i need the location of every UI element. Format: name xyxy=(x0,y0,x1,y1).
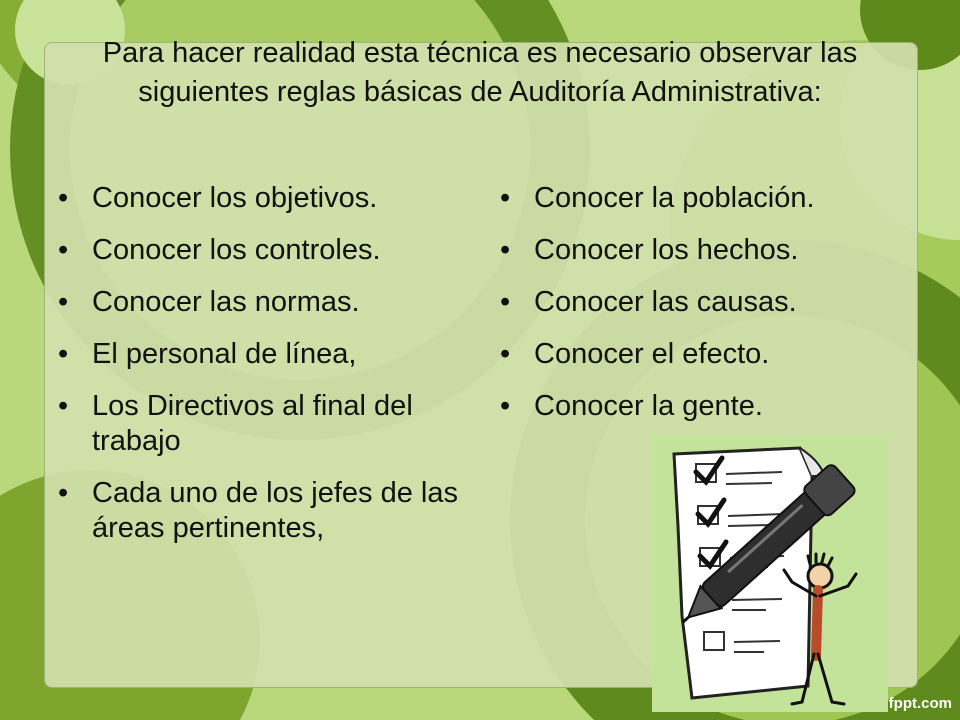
brand-watermark: fppt.com xyxy=(888,695,952,712)
bullet-icon: • xyxy=(58,390,69,422)
slide-title: Para hacer realidad esta técnica es necesario observar las siguientes reglas básicas de Auditoría Administrativa: xyxy=(102,37,858,108)
list-item-text: Conocer los objetivos. xyxy=(92,182,378,214)
list-item xyxy=(498,233,918,268)
bullet-icon: • xyxy=(500,338,511,370)
bullet-icon: • xyxy=(58,182,69,214)
list-item-text: Conocer las normas. xyxy=(92,286,360,318)
bullet-icon: • xyxy=(58,286,69,318)
list-item-text: Conocer la gente. xyxy=(534,390,763,422)
list-item xyxy=(56,233,466,268)
right-bullet-list xyxy=(498,181,918,441)
bullet-icon: • xyxy=(500,182,511,214)
list-item-text: Cada uno de los jefes de las áreas pertinentes, xyxy=(92,477,458,544)
list-item-text: Conocer los controles. xyxy=(92,234,381,266)
list-item xyxy=(56,476,466,546)
bullet-icon: • xyxy=(500,234,511,266)
bullet-icon: • xyxy=(58,234,69,266)
checklist-pen-icon xyxy=(652,436,888,712)
list-item xyxy=(498,181,918,216)
list-item xyxy=(498,285,918,320)
list-item-text: Conocer los hechos. xyxy=(534,234,799,266)
bullet-icon: • xyxy=(500,286,511,318)
list-item xyxy=(56,337,466,372)
list-item xyxy=(498,337,918,372)
list-item xyxy=(56,285,466,320)
list-item xyxy=(498,389,918,424)
list-item-text: Conocer las causas. xyxy=(534,286,797,318)
list-item-text: El personal de línea, xyxy=(92,338,357,370)
left-bullet-list xyxy=(56,181,466,563)
bullet-icon: • xyxy=(58,338,69,370)
list-item xyxy=(56,181,466,216)
list-item-text: Los Directivos al final del trabajo xyxy=(92,390,413,457)
list-item xyxy=(56,389,466,459)
bullet-icon: • xyxy=(500,390,511,422)
list-item-text: Conocer la población. xyxy=(534,182,815,214)
bullet-icon: • xyxy=(58,477,69,509)
list-item-text: Conocer el efecto. xyxy=(534,338,770,370)
